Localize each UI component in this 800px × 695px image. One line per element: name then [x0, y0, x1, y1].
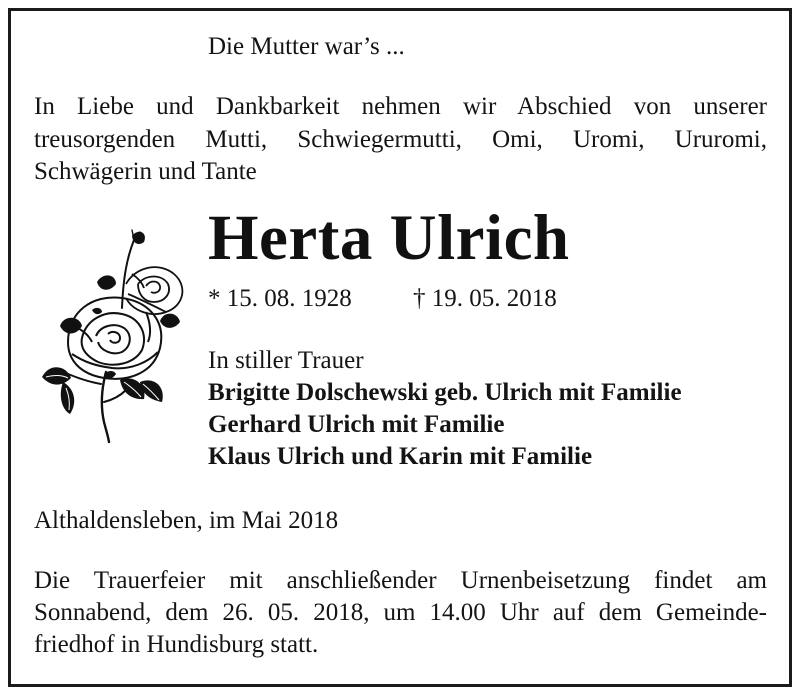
- mourner-entry-2: Gerhard Ulrich mit Familie: [208, 411, 505, 438]
- birth-date: * 15. 08. 1928: [208, 285, 352, 312]
- place-date: Althaldensleben, im Mai 2018: [34, 507, 339, 534]
- funeral-notice-line-3: friedhof in Hundisburg statt.: [34, 631, 319, 658]
- funeral-notice-line-1: Die Trauerfeier mit anschließender Urnenbeisetzung findet am: [34, 567, 767, 594]
- mourners-heading: In stiller Trauer: [208, 347, 364, 374]
- mourner-entry-1: Brigitte Dolschewski geb. Ulrich mit Familie: [208, 379, 682, 406]
- funeral-notice-line-2: Sonnabend, dem 26. 05. 2018, um 14.00 Uhr auf dem Gemeinde-: [34, 599, 767, 626]
- mourner-entry-3: Klaus Ulrich und Karin mit Familie: [208, 443, 593, 470]
- announcement-line-2: treusorgenden Mutti, Schwiegermutti, Omi, Uromi, Ururomi,: [34, 126, 767, 153]
- intro-line: Die Mutter war’s ...: [208, 33, 405, 60]
- announcement-line-3: Schwägerin und Tante: [34, 158, 257, 185]
- rose-icon: [34, 222, 204, 446]
- death-date: † 19. 05. 2018: [413, 285, 557, 312]
- deceased-name: Herta Ulrich: [208, 202, 570, 274]
- announcement-line-1: In Liebe und Dankbarkeit nehmen wir Abschied von unserer: [34, 93, 767, 120]
